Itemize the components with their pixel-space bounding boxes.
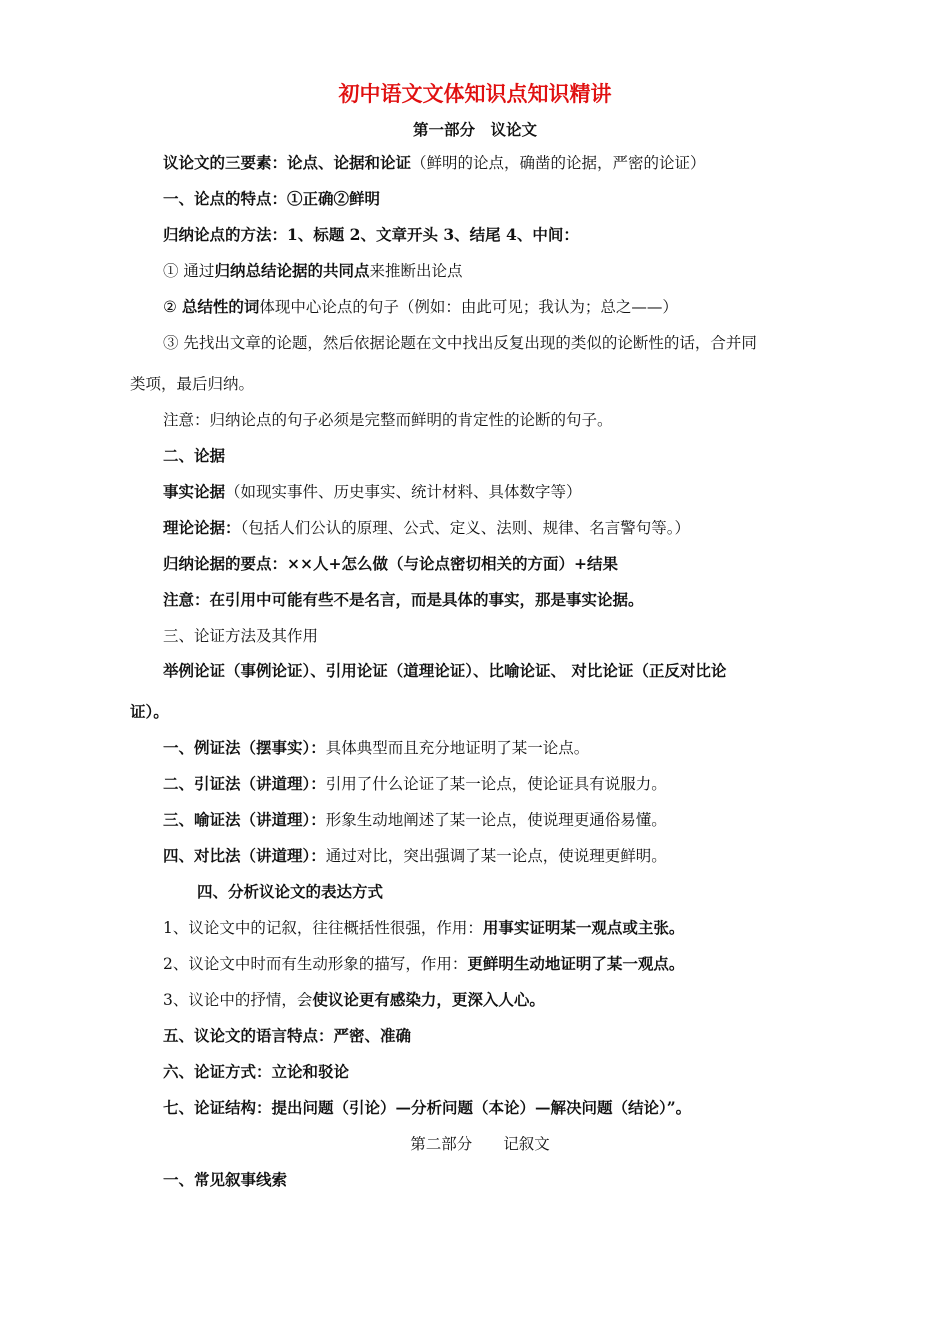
- three-elements-line: [163, 153, 706, 173]
- method-item: [163, 810, 667, 830]
- method-item-label: 二、引证法（讲道理）：: [163, 774, 326, 793]
- method-item-label: 三、喻证法（讲道理）：: [163, 810, 326, 829]
- expression-item-text: 1、议论文中的记叙，往往概括性很强，作用：: [163, 919, 483, 937]
- expression-item-text: 3、议论中的抒情，会: [163, 991, 313, 1009]
- expression-heading: 四、分析议论文的表达方式: [197, 882, 384, 901]
- method1-prefix: ① 通过: [163, 262, 215, 280]
- expression-item: [163, 990, 545, 1010]
- expression-item: [163, 954, 684, 974]
- thesis-features: 一、论点的特点：①正确②鲜明: [163, 189, 381, 208]
- method-item-text: 通过对比，突出强调了某一论点，使说理更鲜明。: [325, 847, 667, 865]
- fact-evidence-note: （如现实事件、历史事实、统计材料、具体数字等）: [225, 483, 582, 501]
- method1-bold: 归纳总结论据的共同点: [214, 261, 370, 280]
- method-item: [163, 738, 589, 758]
- theory-evidence-label: 理论论据：: [163, 518, 241, 537]
- document-title: 初中语文文体知识点知识精讲: [338, 81, 612, 106]
- methods-list-line2: 证）。: [130, 702, 169, 721]
- thesis-note: 注意：归纳论点的句子必须是完整而鲜明的肯定性的论断的句子。: [163, 411, 613, 429]
- method2-prefix: ②: [163, 298, 182, 316]
- language-features: 五、议论文的语言特点：严密、准确: [163, 1026, 412, 1045]
- method2-bold: 总结性的词: [181, 297, 260, 316]
- methods-list-line1: 举例论证（事例论证）、引用论证（道理论证）、比喻论证、 对比论证（正反对比论: [163, 661, 727, 680]
- methods-heading: 三、论证方法及其作用: [163, 627, 319, 645]
- method1-line: [163, 261, 462, 281]
- method2-line: [163, 297, 678, 317]
- theory-evidence-note: （包括人们公认的原理、公式、定义、法则、规律、名言警句等。）: [240, 519, 691, 537]
- method1-suffix: 来推断出论点: [369, 262, 463, 280]
- three-elements-note: （鲜明的论点，确凿的论据，严密的论证）: [411, 154, 706, 172]
- three-elements-label: 议论文的三要素：论点、论据和论证: [163, 153, 412, 172]
- part2-heading: 第二部分 记叙文: [410, 1135, 550, 1153]
- fact-evidence-line: [163, 482, 582, 502]
- method2-suffix: 体现中心论点的句子（例如：由此可见；我认为；总之——）: [259, 298, 678, 316]
- method-item: [163, 774, 667, 794]
- part1-heading: 第一部分 议论文: [412, 120, 537, 139]
- method3-line2: 类项，最后归纳。: [130, 375, 255, 393]
- expression-item-effect: 更鲜明生动地证明了某一观点。: [467, 954, 685, 973]
- summarize-methods: 归纳论点的方法：1、标题 2、文章开头 3、结尾 4、中间：: [163, 225, 579, 244]
- argument-structure: 七、论证结构：提出问题（引论）—分析问题（本论）—解决问题（结论）”。: [163, 1098, 692, 1117]
- evidence-caution: 注意：在引用中可能有些不是名言，而是具体的事实，那是事实论据。: [163, 590, 644, 609]
- fact-evidence-label: 事实论据: [163, 482, 226, 501]
- evidence-heading: 二、论据: [163, 446, 226, 465]
- theory-evidence-line: [163, 518, 690, 538]
- expression-item: [163, 918, 684, 938]
- evidence-summary: 归纳论据的要点：××人+怎么做（与论点密切相关的方面）+结果: [163, 554, 618, 573]
- clues-heading: 一、常见叙事线索: [163, 1170, 288, 1189]
- expression-item-effect: 用事实证明某一观点或主张。: [482, 918, 685, 937]
- expression-item-effect: 使议论更有感染力，更深入人心。: [312, 990, 545, 1009]
- argument-modes: 六、论证方式：立论和驳论: [163, 1062, 350, 1081]
- method-item: [163, 846, 667, 866]
- expression-item-text: 2、议论文中时而有生动形象的描写，作用：: [163, 955, 468, 973]
- method3-line1: ③ 先找出文章的论题，然后依据论题在文中找出反复出现的类似的论断性的话，合并同: [163, 334, 757, 352]
- method-item-text: 具体典型而且充分地证明了某一论点。: [325, 739, 590, 757]
- method-item-text: 形象生动地阐述了某一论点，使说理更通俗易懂。: [325, 811, 667, 829]
- method-item-label: 四、对比法（讲道理）：: [163, 846, 326, 865]
- method-item-label: 一、例证法（摆事实）：: [163, 738, 326, 757]
- method-item-text: 引用了什么论证了某一论点，使论证具有说服力。: [325, 775, 667, 793]
